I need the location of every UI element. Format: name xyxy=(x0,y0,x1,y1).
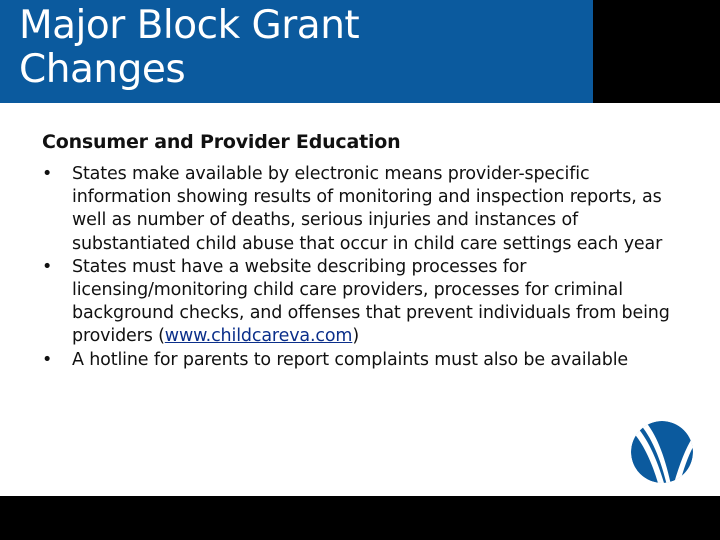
bullet-dot-icon: • xyxy=(42,256,53,277)
bottom-bar xyxy=(0,496,720,540)
bullet-item xyxy=(42,349,692,372)
bullet-item xyxy=(42,256,692,349)
bullet-dot-icon: • xyxy=(42,349,53,370)
bullet-text-after: ) xyxy=(352,326,359,347)
slide-title xyxy=(19,4,359,92)
section-heading: Consumer and Provider Education xyxy=(42,131,401,153)
title-line-1: Major Block Grant xyxy=(19,3,360,48)
title-bar xyxy=(0,0,593,103)
top-right-block xyxy=(593,0,720,103)
bullet-list xyxy=(42,163,692,372)
bullet-text: States make available by electronic means provider-specific information showing results of monitoring and inspection reports, as well as number of deaths, serious injuries and instances of substantiated child abuse that occur in child care settings each year xyxy=(72,164,663,254)
bullet-text: A hotline for parents to report complaints must also be available xyxy=(72,349,629,370)
childcareva-link[interactable]: www.childcareva.com xyxy=(164,326,353,347)
bullet-dot-icon: • xyxy=(42,164,53,184)
bullet-item xyxy=(42,163,692,256)
virginia-v-logo-icon xyxy=(630,420,694,484)
bullet-text: States must have a website describing processes for licensing/monitoring child care providers, processes for criminal background checks, and offenses that prevent individuals from being providers ( xyxy=(72,256,670,347)
title-line-2: Changes xyxy=(19,47,186,92)
